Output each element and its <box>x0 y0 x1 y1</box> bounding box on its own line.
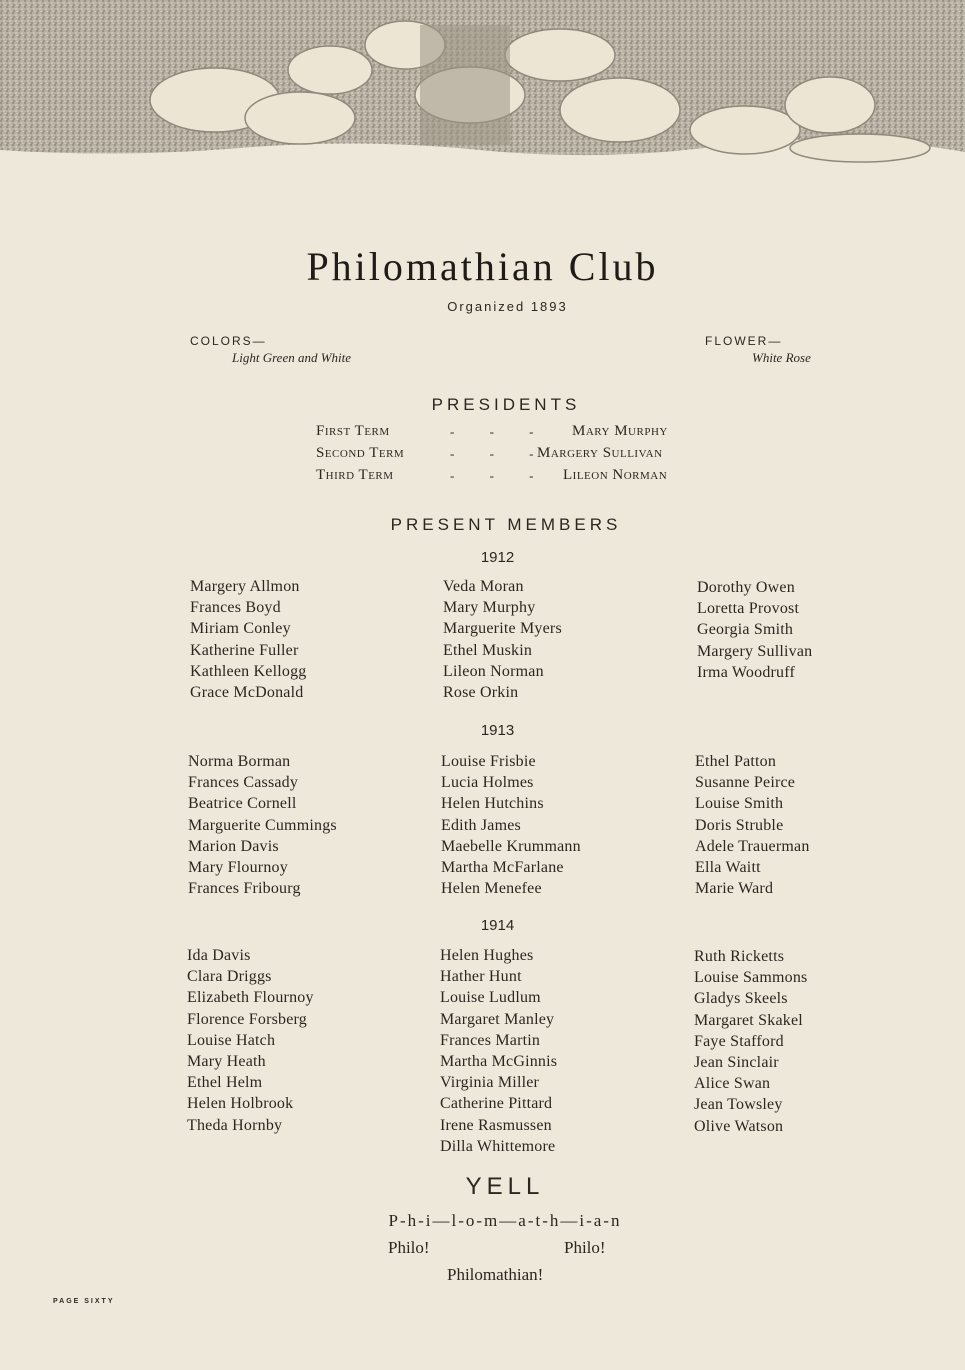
member-name: Helen Hughes <box>440 947 534 964</box>
president-term: Third Term <box>316 467 394 483</box>
member-name: Louise Hatch <box>187 1031 276 1049</box>
president-dashes: - - - <box>450 424 550 439</box>
member-name: Helen Hutchins <box>441 795 544 813</box>
member-column <box>440 945 680 1157</box>
cloud-shape <box>505 29 615 81</box>
member-name: Irma Woodruff <box>697 663 796 681</box>
cloud-shape <box>790 134 930 162</box>
member-name: Martha McFarlane <box>441 858 564 876</box>
president-dashes: - - - <box>450 468 550 483</box>
yell-spelling: P-h-i—l-o-m—a-t-h—i-a-n <box>388 1211 622 1230</box>
member-name: Helen Menefee <box>441 880 542 898</box>
member-name: Marguerite Cummings <box>188 816 337 834</box>
member-name: Martha McGinnis <box>440 1052 558 1070</box>
member-name: Doris Struble <box>695 816 784 834</box>
member-name: Louise Smith <box>695 795 784 813</box>
member-name: Margaret Skakel <box>694 1011 803 1029</box>
member-name: Miriam Conley <box>190 620 291 638</box>
president-name: Mary Murphy <box>572 423 668 439</box>
page-number: PAGE SIXTY <box>53 1298 115 1305</box>
member-name: Frances Boyd <box>190 599 281 617</box>
member-name: Mary Heath <box>187 1052 266 1070</box>
member-column <box>190 576 430 703</box>
member-name: Margery Allmon <box>190 578 300 595</box>
member-name: Ethel Patton <box>695 753 777 770</box>
member-name: Ethel Muskin <box>443 641 533 659</box>
flower-value: White Rose <box>752 350 811 365</box>
flower-label: FLOWER— <box>705 334 783 348</box>
member-name: Loretta Provost <box>697 600 800 618</box>
member-column <box>441 751 681 899</box>
member-name: Florence Forsberg <box>187 1010 307 1028</box>
class-year: 1912 <box>480 549 515 566</box>
member-name: Frances Fribourg <box>188 880 301 898</box>
president-name: Margery Sullivan <box>537 445 663 461</box>
cloud-shape <box>245 92 355 144</box>
cloud-shape <box>690 106 800 154</box>
member-name: Louise Ludlum <box>440 989 541 1007</box>
member-name: Louise Sammons <box>694 969 808 987</box>
member-name: Georgia Smith <box>697 621 794 639</box>
member-name: Dorothy Owen <box>697 579 795 596</box>
member-column <box>443 576 683 703</box>
member-name: Mary Murphy <box>443 599 536 617</box>
member-name: Louise Frisbie <box>441 753 536 770</box>
member-name: Beatrice Cornell <box>188 795 297 813</box>
member-name: Dilla Whittemore <box>440 1137 556 1155</box>
member-name: Hather Hunt <box>440 968 522 986</box>
president-term: Second Term <box>316 445 405 461</box>
header-banner-illustration <box>0 0 965 172</box>
member-column <box>694 946 934 1137</box>
member-column <box>188 751 428 899</box>
member-name: Helen Holbrook <box>187 1095 294 1113</box>
member-name: Frances Martin <box>440 1031 541 1049</box>
member-name: Edith James <box>441 816 521 834</box>
member-column <box>187 945 427 1136</box>
cloud-shape <box>288 46 372 94</box>
member-name: Mary Flournoy <box>188 858 288 876</box>
member-name: Gladys Skeels <box>694 990 788 1008</box>
cloud-shape <box>785 77 875 133</box>
class-year: 1913 <box>480 722 515 739</box>
cloud-shape <box>560 78 680 142</box>
member-name: Susanne Peirce <box>695 774 796 792</box>
member-name: Clara Driggs <box>187 968 272 986</box>
member-name: Faye Stafford <box>694 1032 784 1050</box>
yell-heading: YELL <box>465 1173 545 1200</box>
member-name: Marie Ward <box>695 880 774 898</box>
member-name: Alice Swan <box>694 1075 771 1093</box>
member-name: Lucia Holmes <box>441 774 534 792</box>
yell-philo-right: Philo! <box>564 1238 606 1257</box>
member-name: Norma Borman <box>188 753 291 770</box>
president-name: Lileon Norman <box>563 467 668 483</box>
member-name: Maebelle Krummann <box>441 837 581 855</box>
member-column <box>695 751 935 899</box>
member-name: Veda Moran <box>443 578 524 595</box>
member-name: Elizabeth Flournoy <box>187 989 314 1007</box>
member-name: Margaret Manley <box>440 1010 555 1028</box>
presidents-heading: PRESIDENTS <box>431 395 581 414</box>
class-year: 1914 <box>480 917 515 934</box>
member-name: Frances Cassady <box>188 774 299 792</box>
organized-year: Organized 1893 <box>447 299 568 314</box>
member-name: Grace McDonald <box>190 683 304 701</box>
member-name: Ruth Ricketts <box>694 948 785 965</box>
colors-label: COLORS— <box>190 334 267 348</box>
member-name: Jean Sinclair <box>694 1053 779 1071</box>
member-name: Jean Towsley <box>694 1096 783 1114</box>
member-name: Marion Davis <box>188 837 279 855</box>
president-term: First Term <box>316 423 390 439</box>
member-name: Ida Davis <box>187 947 251 964</box>
member-name: Theda Hornby <box>187 1116 283 1134</box>
building-silhouette <box>420 25 510 145</box>
member-name: Rose Orkin <box>443 683 519 701</box>
member-name: Catherine Pittard <box>440 1095 553 1113</box>
member-name: Irene Rasmussen <box>440 1116 552 1134</box>
member-name: Olive Watson <box>694 1117 784 1135</box>
colors-value: Light Green and White <box>232 350 352 365</box>
member-name: Lileon Norman <box>443 662 544 680</box>
member-name: Katherine Fuller <box>190 641 299 659</box>
member-name: Marguerite Myers <box>443 620 562 638</box>
member-name: Kathleen Kellogg <box>190 662 307 680</box>
member-name: Margery Sullivan <box>697 642 813 660</box>
member-name: Virginia Miller <box>440 1074 540 1092</box>
yell-philo-left: Philo! <box>388 1238 430 1257</box>
member-name: Ella Waitt <box>695 858 761 876</box>
member-name: Adele Trauerman <box>695 837 810 855</box>
yell-final: Philomathian! <box>447 1265 544 1284</box>
page-title: Philomathian Club <box>306 244 659 289</box>
member-column <box>697 577 937 683</box>
member-name: Ethel Helm <box>187 1074 263 1092</box>
president-dashes: - - - <box>450 446 550 461</box>
members-heading: PRESENT MEMBERS <box>390 515 622 534</box>
